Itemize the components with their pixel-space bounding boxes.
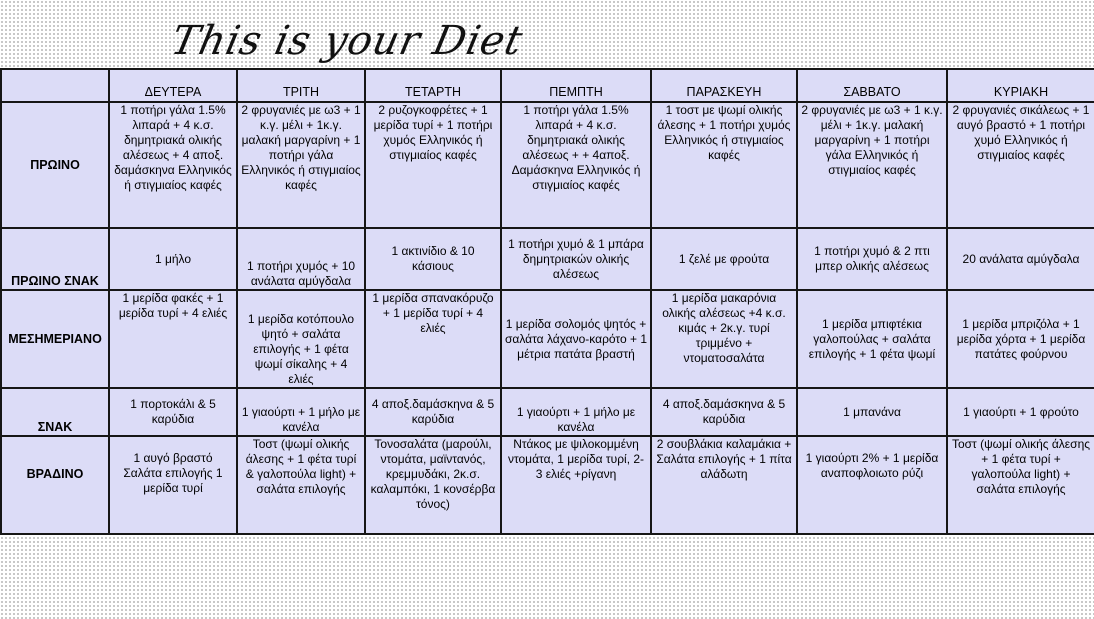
meal-cell: 1 ποτήρι γάλα 1.5% λιπαρά + 4 κ.σ. δημητριακά ολικής αλέσεως + 4 αποξ. δαμάσκηνα Ελληνικός ή στιγμιαίος καφές xyxy=(109,102,237,228)
meal-cell: 4 αποξ.δαμάσκηνα & 5 καρύδια xyxy=(651,388,797,436)
meal-cell: 2 σουβλάκια καλαμάκια + Σαλάτα επιλογής + 1 πίτα αλάδωτη xyxy=(651,436,797,534)
meal-cell: 1 γιαούρτι + 1 μήλο με κανέλα xyxy=(501,388,651,436)
meal-label: ΜΕΣΗΜΕΡΙΑΝΟ xyxy=(1,290,109,388)
day-header: ΤΕΤΑΡΤΗ xyxy=(365,69,501,102)
meal-cell: Ντάκος με ψιλοκομμένη ντομάτα, 1 μερίδα τυρί, 2-3 ελιές +ρίγανη xyxy=(501,436,651,534)
meal-cell: 1 γιαούρτι + 1 μήλο με κανέλα xyxy=(237,388,365,436)
meal-cell: 1 μερίδα μπιφτέκια γαλοπούλας + σαλάτα επιλογής + 1 φέτα ψωμί xyxy=(797,290,947,388)
meal-cell: 1 μερίδα μπριζόλα + 1 μερίδα χόρτα + 1 μερίδα πατάτες φούρνου xyxy=(947,290,1094,388)
meal-cell: 1 αυγό βραστό Σαλάτα επιλογής 1 μερίδα τυρί xyxy=(109,436,237,534)
diet-table xyxy=(0,68,1094,535)
corner-cell xyxy=(1,69,109,102)
meal-cell: Τοστ (ψωμί ολικής άλεσης + 1 φέτα τυρί & γαλοπούλα light) + σαλάτα επιλογής xyxy=(237,436,365,534)
meal-row-morning-snack xyxy=(1,228,1094,290)
meal-cell: 1 ποτήρι γάλα 1.5% λιπαρά + 4 κ.σ. δημητριακά ολικής αλέσεως + + 4αποξ. Δαμάσκηνα Ελληνικός ή στιγμιαίος καφές xyxy=(501,102,651,228)
meal-cell: 20 ανάλατα αμύγδαλα xyxy=(947,228,1094,290)
meal-label: ΒΡΑΔΙΝΟ xyxy=(1,436,109,534)
meal-row-breakfast xyxy=(1,102,1094,228)
header-row xyxy=(1,69,1094,102)
meal-cell: 1 ποτήρι χυμό & 1 μπάρα δημητριακών ολικής αλέσεως xyxy=(501,228,651,290)
meal-cell: 1 μπανάνα xyxy=(797,388,947,436)
meal-label: ΠΡΩΙΝΟ ΣΝΑΚ xyxy=(1,228,109,290)
meal-cell: 1 ποτήρι χυμός + 10 ανάλατα αμύγδαλα xyxy=(237,228,365,290)
meal-cell: Τοστ (ψωμί ολικής άλεσης + 1 φέτα τυρί + γαλοπούλα light) + σαλάτα επιλογής xyxy=(947,436,1094,534)
day-header: ΔΕΥΤΕΡΑ xyxy=(109,69,237,102)
day-header: ΤΡΙΤΗ xyxy=(237,69,365,102)
page-title: This is your Diet xyxy=(167,18,528,64)
meal-cell: 1 μερίδα φακές + 1 μερίδα τυρί + 4 ελιές xyxy=(109,290,237,388)
meal-cell: 1 μερίδα σολομός ψητός + σαλάτα λάχανο-καρότο + 1 μέτρια πατάτα βραστή xyxy=(501,290,651,388)
meal-cell: 2 φρυγανιές με ω3 + 1 κ.γ. μέλι + 1κ.γ. μαλακή μαργαρίνη + 1 ποτήρι γάλα Ελληνικός ή στιγμιαίος καφές xyxy=(797,102,947,228)
day-header: ΚΥΡΙΑΚΗ xyxy=(947,69,1094,102)
meal-cell: 1 γιαούρτι + 1 φρούτο xyxy=(947,388,1094,436)
meal-label: ΣΝΑΚ xyxy=(1,388,109,436)
meal-cell: 1 ζελέ με φρούτα xyxy=(651,228,797,290)
meal-cell: 1 μερίδα σπανακόρυζο + 1 μερίδα τυρί + 4 ελιές xyxy=(365,290,501,388)
meal-cell: 1 ποτήρι χυμό & 2 πτι μπερ ολικής αλέσεως xyxy=(797,228,947,290)
meal-cell: 1 πορτοκάλι & 5 καρύδια xyxy=(109,388,237,436)
meal-cell: 1 γιαούρτι 2% + 1 μερίδα αναποφλοιωτο ρύζι xyxy=(797,436,947,534)
meal-cell: 2 ρυζογκοφρέτες + 1 μερίδα τυρί + 1 ποτήρι χυμός Ελληνικός ή στιγμιαίος καφές xyxy=(365,102,501,228)
day-header: ΠΕΜΠΤΗ xyxy=(501,69,651,102)
meal-row-snack xyxy=(1,388,1094,436)
meal-cell: 4 αποξ.δαμάσκηνα & 5 καρύδια xyxy=(365,388,501,436)
meal-row-dinner xyxy=(1,436,1094,534)
meal-cell: Τονοσαλάτα (μαρούλι, ντομάτα, μαϊντανός, κρεμμυδάκι, 2κ.σ. καλαμπόκι, 1 κονσέρβα τόνος) xyxy=(365,436,501,534)
meal-row-lunch xyxy=(1,290,1094,388)
day-header: ΣΑΒΒΑΤΟ xyxy=(797,69,947,102)
meal-cell: 1 μερίδα κοτόπουλο ψητό + σαλάτα επιλογής + 1 φέτα ψωμί σίκαλης + 4 ελιές xyxy=(237,290,365,388)
meal-label: ΠΡΩΙΝΟ xyxy=(1,102,109,228)
meal-cell: 2 φρυγανιές με ω3 + 1 κ.γ. μέλι + 1κ.γ. μαλακή μαργαρίνη + 1 ποτήρι γάλα Ελληνικός ή στιγμιαίος καφές xyxy=(237,102,365,228)
meal-cell: 2 φρυγανιές σικάλεως + 1 αυγό βραστό + 1 ποτήρι χυμό Ελληνικός ή στιγμιαίος καφές xyxy=(947,102,1094,228)
meal-cell: 1 τοστ με ψωμί ολικής άλεσης + 1 ποτήρι χυμός Ελληνικός ή στιγμιαίος καφές xyxy=(651,102,797,228)
day-header: ΠΑΡΑΣΚΕΥΗ xyxy=(651,69,797,102)
meal-cell: 1 ακτινίδιο & 10 κάσιους xyxy=(365,228,501,290)
meal-cell: 1 μερίδα μακαρόνια ολικής αλέσεως +4 κ.σ. κιμάς + 2κ.γ. τυρί τριμμένο + ντοματοσαλάτα xyxy=(651,290,797,388)
meal-cell: 1 μήλο xyxy=(109,228,237,290)
